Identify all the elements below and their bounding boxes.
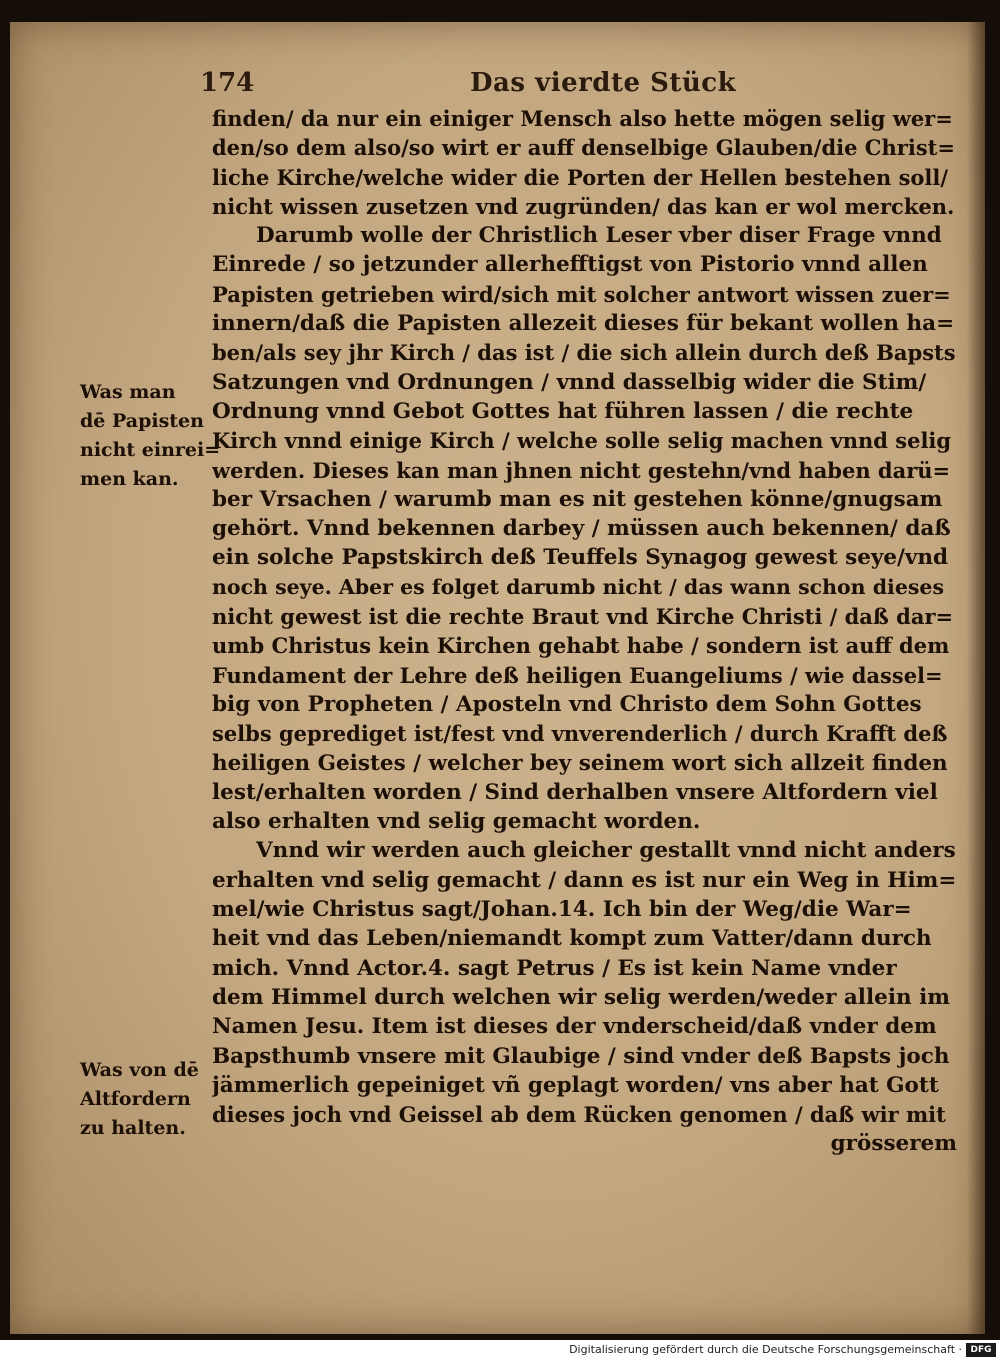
text-line: heiligen Geistes / welcher bey seinem wort sich allzeit finden [212, 750, 948, 776]
funding-credit: Digitalisierung gefördert durch die Deutsche Forschungsgemeinschaft · [569, 1343, 962, 1356]
text-line: Papisten getrieben wird/sich mit solcher antwort wissen zuer= [212, 281, 951, 307]
text-line: umb Christus kein Kirchen gehabt habe / sondern ist auff dem [212, 633, 950, 659]
text-line: Fundament der Lehre deß heiligen Euangeliums / wie dassel= [212, 662, 943, 688]
marginal-line: nicht einrei= [80, 439, 221, 461]
text-line: werden. Dieses kan man jhnen nicht gestehn/vnd haben darü= [212, 457, 951, 483]
catchword: grösserem [830, 1131, 957, 1157]
text-line: innern/daß die Papisten allezeit dieses für bekant wollen ha= [212, 311, 955, 337]
dfg-logo: DFG [966, 1343, 996, 1357]
text-line: finden/ da nur ein einiger Mensch also hette mögen selig wer= [212, 106, 953, 131]
marginal-line: zu halten. [80, 1117, 186, 1139]
text-line: big von Propheten / Aposteln vnd Christo dem Sohn Gottes [212, 691, 922, 717]
marginal-line: dē Papisten [80, 410, 204, 432]
text-line: Einrede / so jetzunder allerhefftigst von Pistorio vnnd allen [212, 252, 928, 278]
text-line: erhalten vnd selig gemacht / dann es ist nur ein Weg in Him= [212, 867, 957, 893]
text-line: Ordnung vnnd Gebot Gottes hat führen lassen / die rechte [212, 398, 914, 424]
text-line: dieses joch vnd Geissel ab dem Rücken genomen / daß wir mit [212, 1102, 946, 1128]
paragraph-first-line: Vnnd wir werden auch gleicher gestallt vnnd nicht anders [256, 838, 956, 864]
text-line: den/so dem also/so wirt er auff denselbige Glauben/die Christ= [212, 135, 955, 161]
text-line: nicht wissen zusetzen vnd zugründen/ das kan er wol mercken. [212, 193, 955, 219]
marginal-line: Was man [80, 381, 176, 403]
marginal-line: men kan. [80, 468, 179, 490]
text-line: Bapsthumb vnsere mit Glaubige / sind vnder deß Bapsts joch [212, 1043, 950, 1069]
paragraph-first-line: Darumb wolle der Christlich Leser vber diser Frage vnnd [256, 223, 942, 249]
text-line: gehört. Vnnd bekennen darbey / müssen auch bekennen/ daß [212, 516, 951, 542]
marginal-line: Altfordern [80, 1088, 191, 1110]
text-line: Satzungen vnd Ordnungen / vnnd dasselbig wider die Stim/ [212, 369, 927, 395]
text-line: selbs geprediget ist/fest vnd vnverenderlich / durch Krafft deß [212, 721, 948, 747]
text-line: ber Vrsachen / warumb man es nit gestehen könne/gnugsam [212, 486, 943, 512]
text-line: ein solche Papstskirch deß Teuffels Synagog gewest seye/vnd [212, 545, 949, 571]
text-line: noch seye. Aber es folget darumb nicht / das wann schon dieses [212, 574, 945, 599]
text-line: mich. Vnnd Actor.4. sagt Petrus / Es ist kein Name vnder [212, 955, 897, 981]
text-line: Kirch vnnd einige Kirch / welche solle selig machen vnnd selig [212, 428, 952, 454]
text-line: nicht gewest ist die rechte Braut vnd Kirche Christi / daß dar= [212, 604, 954, 630]
text-line: jämmerlich gepeiniget vñ geplagt worden/ vns aber hat Gott [212, 1072, 939, 1098]
footer-bar [0, 1340, 1000, 1361]
text-line: ben/als sey jhr Kirch / das ist / die sich allein durch deß Bapsts [212, 340, 956, 366]
page-number: 174 [200, 68, 255, 98]
running-head [200, 68, 960, 102]
text-line: also erhalten vnd selig gemacht worden. [212, 809, 701, 835]
marginal-note-papisten [80, 378, 221, 494]
running-title: Das vierdte Stück [470, 68, 737, 98]
main-text-block [212, 104, 957, 1159]
text-line: Namen Jesu. Item ist dieses der vnderscheid/daß vnder dem [212, 1014, 937, 1040]
text-line: lest/erhalten worden / Sind derhalben vnsere Altfordern viel [212, 779, 938, 805]
text-line: heit vnd das Leben/niemandt kompt zum Vatter/dann durch [212, 926, 932, 952]
text-line: dem Himmel durch welchen wir selig werden/weder allein im [212, 984, 951, 1010]
text-line: mel/wie Christus sagt/Johan.14. Ich bin der Weg/die War= [212, 897, 912, 923]
marginal-line: Was von dē [80, 1059, 199, 1081]
text-line: liche Kirche/welche wider die Porten der Hellen bestehen soll/ [212, 164, 949, 190]
marginal-note-altfordern [80, 1056, 212, 1143]
